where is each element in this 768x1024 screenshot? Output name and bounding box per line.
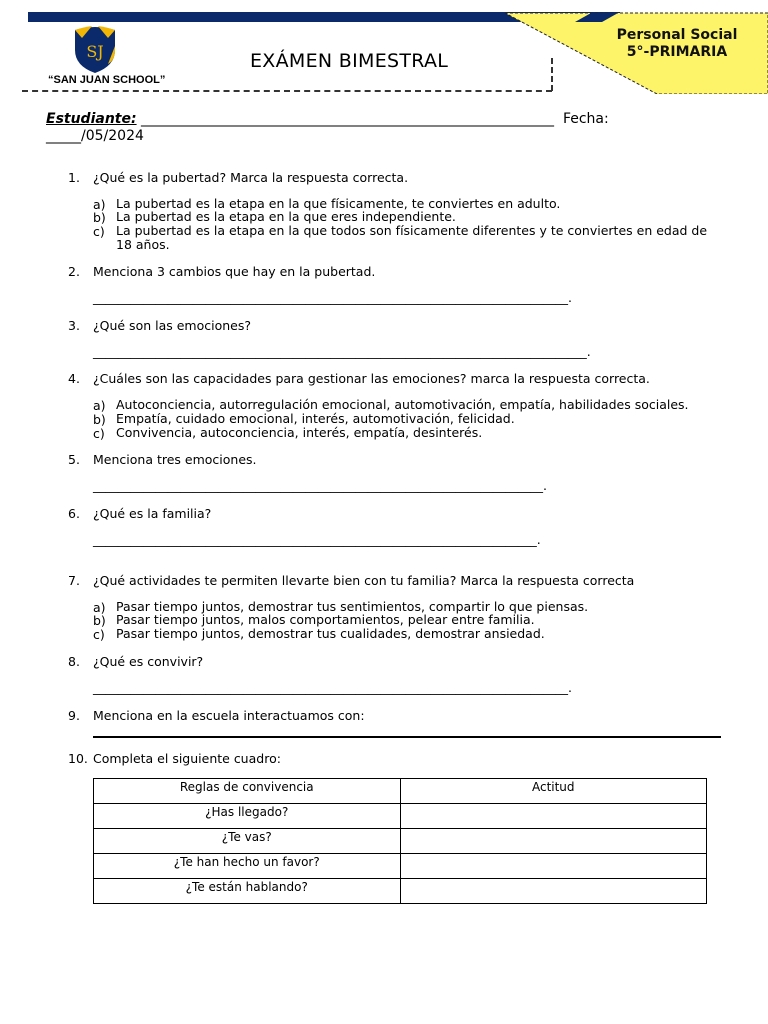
option-text[interactable]: Pasar tiempo juntos, demostrar tus sentimientos, compartir lo que piensas. xyxy=(116,599,589,614)
school-crest-logo xyxy=(72,24,118,74)
course-label xyxy=(604,27,750,61)
question-number: 10. xyxy=(68,751,88,766)
header-dashed-divider xyxy=(551,58,553,91)
question-text: ¿Qué es la pubertad? Marca la respuesta correcta. xyxy=(93,170,409,185)
header-dashed-underline xyxy=(22,90,552,92)
option-text[interactable]: La pubertad es la etapa en la que eres independiente. xyxy=(116,209,456,224)
date-label: Fecha: xyxy=(562,111,609,127)
question-text: Menciona 3 cambios que hay en la pubertad. xyxy=(93,264,376,279)
option-letter: c) xyxy=(93,426,105,441)
option-letter: c) xyxy=(93,224,105,239)
question-text: ¿Qué es convivir? xyxy=(93,654,204,669)
table-header-cell: Reglas de convivencia xyxy=(94,779,401,804)
table-row xyxy=(94,829,707,854)
school-name: “SAN JUAN SCHOOL” xyxy=(48,74,166,86)
question-number: 7. xyxy=(68,573,80,588)
question-number: 8. xyxy=(68,654,80,669)
question-text: ¿Qué es la familia? xyxy=(93,506,212,521)
question-text: ¿Qué actividades te permiten llevarte bien con tu familia? Marca la respuesta correcta xyxy=(93,573,635,588)
course-grade: 5°-PRIMARIA xyxy=(626,44,728,60)
course-subject: Personal Social xyxy=(616,27,738,43)
table-row xyxy=(94,804,707,829)
answer-line-solid[interactable] xyxy=(93,736,721,738)
option-text[interactable]: Autoconciencia, autorregulación emocional, automotivación, empatía, habilidades sociales. xyxy=(116,397,689,412)
answer-blank[interactable]: _______________________________________________________________________________. xyxy=(93,344,591,359)
option-letter: b) xyxy=(93,210,106,225)
attitude-cell[interactable] xyxy=(400,879,707,904)
option-text[interactable]: La pubertad es la etapa en la que físicamente, te conviertes en adulto. xyxy=(116,196,561,211)
option-letter: a) xyxy=(93,398,106,413)
table-header-cell: Actitud xyxy=(400,779,707,804)
question-number: 3. xyxy=(68,318,80,333)
attitude-cell[interactable] xyxy=(400,829,707,854)
question-number: 2. xyxy=(68,264,80,279)
question-number: 4. xyxy=(68,371,80,386)
student-name-blank[interactable]: ___________________________________________________________ xyxy=(141,111,555,127)
table-row xyxy=(94,879,707,904)
date-blank[interactable]: _____/05/2024 xyxy=(46,128,144,144)
answer-blank[interactable]: _______________________________________________________________________. xyxy=(93,532,541,547)
svg-text:SJ: SJ xyxy=(86,42,104,61)
question-text: Menciona en la escuela interactuamos con: xyxy=(93,708,365,723)
option-text[interactable]: Pasar tiempo juntos, malos comportamientos, pelear entre familia. xyxy=(116,612,535,627)
rule-cell: ¿Te han hecho un favor? xyxy=(94,854,401,879)
attitude-cell[interactable] xyxy=(400,804,707,829)
option-text[interactable]: Pasar tiempo juntos, demostrar tus cualidades, demostrar ansiedad. xyxy=(116,626,545,641)
table-row xyxy=(94,854,707,879)
question-number: 6. xyxy=(68,506,80,521)
coexistence-rules-table xyxy=(93,778,707,904)
question-number: 5. xyxy=(68,452,80,467)
attitude-cell[interactable] xyxy=(400,854,707,879)
option-text[interactable]: Empatía, cuidado emocional, interés, automotivación, felicidad. xyxy=(116,411,515,426)
option-letter: b) xyxy=(93,412,106,427)
student-info-line xyxy=(46,111,746,145)
question-number: 1. xyxy=(68,170,80,185)
answer-blank[interactable]: ____________________________________________________________________________. xyxy=(93,680,572,695)
option-text[interactable]: La pubertad es la etapa en la que todos son físicamente diferentes y te conviertes en edad de 18 años. xyxy=(116,223,708,252)
question-text: Completa el siguiente cuadro: xyxy=(93,751,281,766)
rule-cell: ¿Te están hablando? xyxy=(94,879,401,904)
answer-blank[interactable]: ________________________________________________________________________. xyxy=(93,478,547,493)
rule-cell: ¿Has llegado? xyxy=(94,804,401,829)
option-text[interactable]: Convivencia, autoconciencia, interés, empatía, desinterés. xyxy=(116,425,483,440)
student-label: Estudiante: xyxy=(46,111,137,127)
exam-title: EXÁMEN BIMESTRAL xyxy=(250,50,449,72)
option-letter: a) xyxy=(93,197,106,212)
option-letter: b) xyxy=(93,613,106,628)
table-header-row xyxy=(94,779,707,804)
answer-blank[interactable]: ____________________________________________________________________________. xyxy=(93,290,572,305)
option-letter: a) xyxy=(93,600,106,615)
question-number: 9. xyxy=(68,708,80,723)
option-letter: c) xyxy=(93,627,105,642)
question-text: ¿Qué son las emociones? xyxy=(93,318,252,333)
question-text: Menciona tres emociones. xyxy=(93,452,257,467)
question-text: ¿Cuáles son las capacidades para gestionar las emociones? marca la respuesta correcta. xyxy=(93,371,650,386)
rule-cell: ¿Te vas? xyxy=(94,829,401,854)
